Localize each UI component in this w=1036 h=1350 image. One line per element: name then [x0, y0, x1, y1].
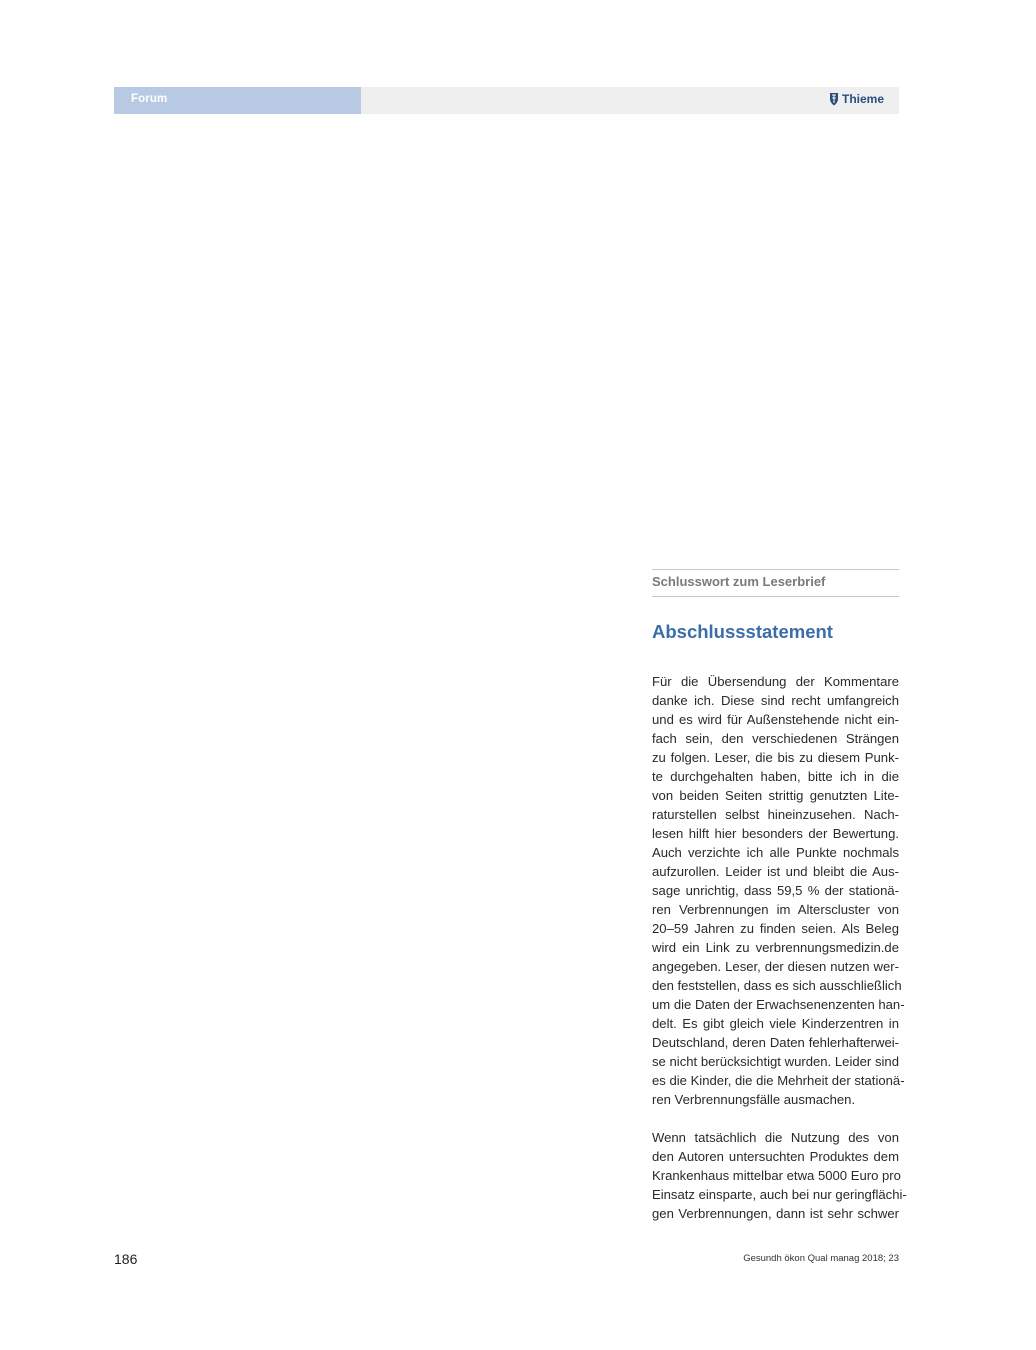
article [652, 569, 907, 1223]
text-line: raturstellen selbst hineinzusehen. Nach- [652, 807, 899, 822]
text-line: te durchgehalten haben, bitte ich in die [652, 769, 899, 784]
section-label: Forum [131, 93, 168, 105]
text-line: fach sein, den verschiedenen Strängen [652, 731, 899, 746]
text-line: und es wird für Außenstehende nicht ein- [652, 712, 899, 727]
text-line: ren Verbrennungsfälle ausmachen. [652, 1092, 856, 1107]
text-line: von beiden Seiten strittig genutzten Lite- [652, 788, 899, 803]
text-line: lesen hilft hier besonders der Bewertung. [652, 826, 899, 841]
paragraph [652, 1128, 907, 1223]
brand-name: Thieme [841, 92, 884, 106]
text-line: aufzurollen. Leider ist und bleibt die Aus- [652, 864, 899, 879]
article-kicker: Schlusswort zum Leserbrief [652, 574, 826, 589]
text-line: um die Daten der Erwachsenenzenten han- [652, 997, 905, 1012]
article-headline: Abschlussstatement [652, 621, 833, 642]
kicker-rule [652, 569, 899, 597]
text-line: den Autoren untersuchten Produktes dem [652, 1149, 899, 1164]
page-number: 186 [114, 1251, 138, 1267]
article-body [652, 672, 907, 1223]
journal-reference: Gesundh ökon Qual manag 2018; 23 [743, 1253, 899, 1264]
publisher-brand [829, 92, 884, 106]
text-line: se nicht berücksichtigt wurden. Leider sind [652, 1054, 899, 1069]
text-line: Krankenhaus mittelbar etwa 5000 Euro pro [652, 1168, 901, 1183]
text-line: sage unrichtig, dass 59,5 % der stationä- [652, 883, 899, 898]
running-header [114, 87, 899, 114]
text-line: danke ich. Diese sind recht umfangreich [652, 693, 899, 708]
paragraph [652, 672, 905, 1109]
text-line: zu folgen. Leser, die bis zu diesem Punk- [652, 750, 899, 765]
paragraph-gap [652, 1109, 899, 1128]
text-line: Wenn tatsächlich die Nutzung des von [652, 1130, 899, 1145]
text-line: Deutschland, deren Daten fehlerhafterwei- [652, 1035, 899, 1050]
text-line: 20–59 Jahren zu finden seien. Als Beleg [652, 921, 899, 936]
text-line: angegeben. Leser, der diesen nutzen wer- [652, 959, 899, 974]
text-line: Einsatz einsparte, auch bei nur geringflächi- [652, 1187, 907, 1202]
text-line: den feststellen, dass es sich ausschließlich [652, 978, 902, 993]
text-line: delt. Es gibt gleich viele Kinderzentren in [652, 1016, 899, 1031]
text-line: Auch verzichte ich alle Punkte nochmals [652, 845, 899, 860]
text-line: gen Verbrennungen, dann ist sehr schwer [652, 1206, 899, 1221]
thieme-shield-icon [829, 92, 839, 106]
text-line: es die Kinder, die die Mehrheit der stationä- [652, 1073, 905, 1088]
text-line: wird ein Link zu verbrennungsmedizin.de [652, 940, 899, 955]
section-tab [114, 87, 361, 114]
text-line: ren Verbrennungen im Alterscluster von [652, 902, 899, 917]
text-line: Für die Übersendung der Kommentare [652, 674, 899, 689]
